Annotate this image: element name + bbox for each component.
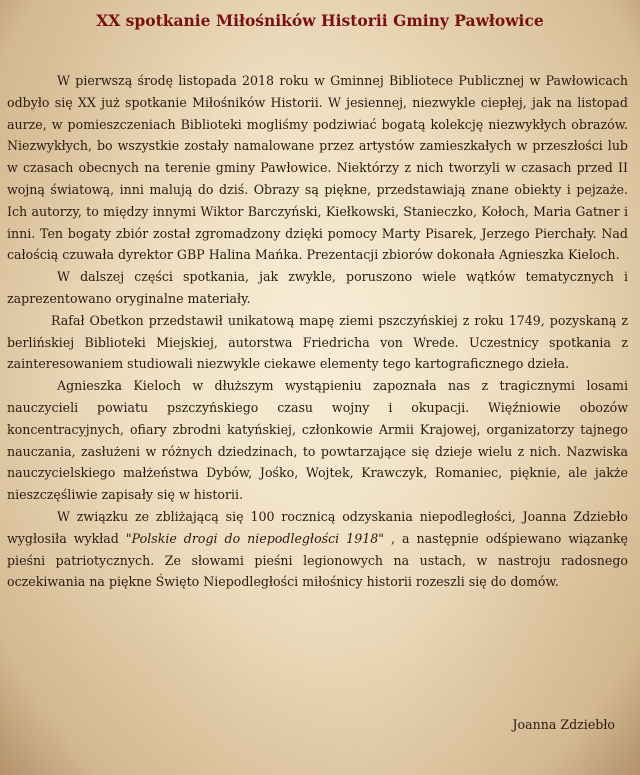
author-signature: Joanna Zdziebło xyxy=(512,717,615,732)
article-body xyxy=(7,70,628,593)
paragraph-teachers: Agnieszka Kieloch w dłuższym wystąpieniu zapoznała nas z tragicznymi losami nauczycieli powiatu pszczyńskiego czasu wojny i okupacji. Więźniowie obozów koncentracyjnych, ofiary zbrodni katyńskiej, członkowie Armii Krajowej, organizatorzy tajnego nauczania, zasłużeni w różnych dziedzinach, to powtarzające się dzieje wielu z nich. Nazwiska nauczycielskiego małżeństwa Dybów, Jośko, Wojtek, Krawczyk, Romaniec, pięknie, ale jakże nieszczęśliwie zapisały się w historii. xyxy=(7,378,628,503)
paragraph-independence-end: , a następnie odśpiewano wiązankę pieśni patriotycznych. Ze słowami pieśni legionowych na ustach, w nastroju radosnego oczekiwania na piękne Święto Niepodległości miłośnicy historii rozeszli się do domów. xyxy=(7,530,629,590)
paragraph-independence xyxy=(7,506,628,593)
page-title: XX spotkanie Miłośników Historii Gminy Pawłowice xyxy=(96,11,544,30)
paragraph-topics: W dalszej części spotkania, jak zwykle, poruszono wiele wątków tematycznych i zaprezentowano oryginalne materiały. xyxy=(7,269,628,306)
lecture-title-quote: "Polskie drogi do niepodległości 1918" xyxy=(125,530,385,546)
paragraph-independence-start: W związku ze zbliżającą się 100 rocznicą odzyskania niepodległości, Joanna Zdziebło wygłosiła wykład xyxy=(7,508,628,546)
paragraph-intro: W pierwszą środę listopada 2018 roku w Gminnej Bibliotece Publicznej w Pawłowicach odbyło się XX już spotkanie Miłośników Historii. W jesiennej, niezwykle ciepłej, jak na listopad aurze, w pomieszczeniach Biblioteki mogliśmy podziwiać bogatą kolekcję niezwykłych obrazów. Niezwykłych, bo wszystkie zostały namalowane przez artystów zamieszkałych w przeszłości lub w czasach obecnych na terenie gminy Pawłowice. Niektórzy z nich tworzyli w czasach przed II wojną światową, inni malują do dziś. Obrazy są piękne, przedstawiają znane obiekty i pejzaże. Ich autorzy, to między innymi Wiktor Barczyński, Kiełkowski, Stanieczko, Kołoch, Maria Gatner i inni. Ten bogaty zbiór został zgromadzony dzięki pomocy Marty Pisarek, Jerzego Pierchały. Nad całością czuwała dyrektor GBP Halina Mańka. Prezentacji zbiorów dokonała Agnieszka Kieloch. xyxy=(7,73,628,263)
paragraph-map: Rafał Obetkon przedstawił unikatową mapę ziemi pszczyńskiej z roku 1749, pozyskaną z berlińskiej Biblioteki Miejskiej, autorstwa Friedricha von Wrede. Uczestnicy spotkania z zainteresowaniem studiowali niezwykle ciekawe elementy tego kartograficznego dzieła. xyxy=(7,312,628,372)
